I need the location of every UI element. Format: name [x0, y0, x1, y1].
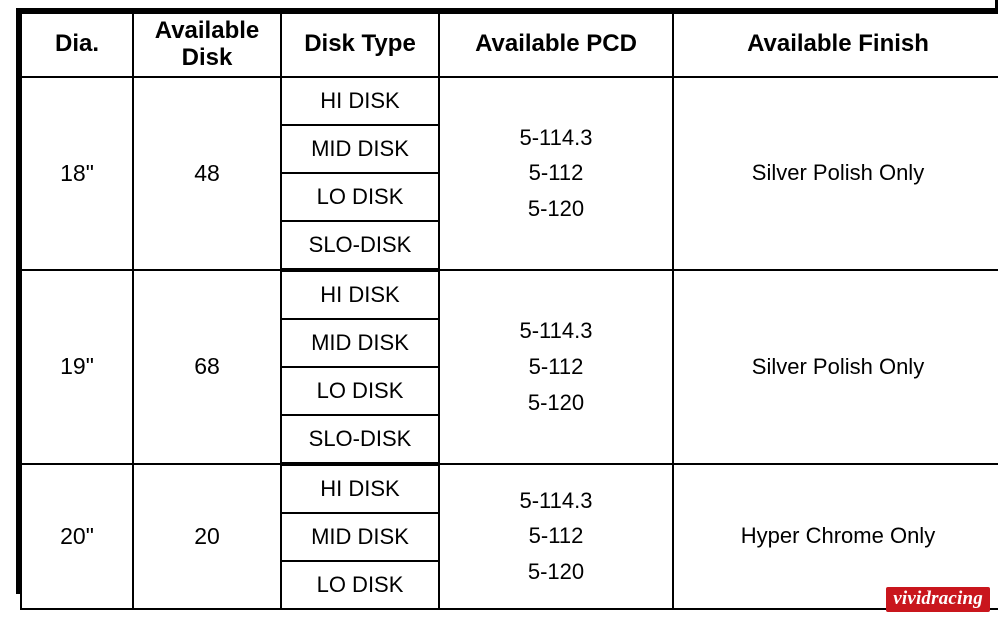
column-header-available-disk: Available Disk — [133, 13, 281, 77]
cell-disk-type: HI DISK — [281, 464, 439, 513]
cell-disk-type: MID DISK — [281, 513, 439, 561]
pcd-value: 5-120 — [527, 559, 585, 585]
pcd-value: 5-114.3 — [519, 124, 593, 150]
cell-diameter: 19" — [21, 270, 133, 464]
pcd-list — [444, 483, 668, 590]
pcd-list — [444, 313, 668, 420]
table-header-row — [21, 13, 998, 77]
cell-available-finish: Silver Polish Only — [673, 270, 998, 464]
pcd-value: 5-112 — [528, 523, 584, 549]
pcd-value: 5-120 — [527, 196, 585, 222]
cell-available-pcd — [439, 464, 673, 609]
column-header-disk-type: Disk Type — [281, 13, 439, 77]
cell-disk-type: HI DISK — [281, 77, 439, 125]
cell-disk-type: LO DISK — [281, 561, 439, 609]
cell-disk-type: LO DISK — [281, 367, 439, 415]
pcd-value: 5-120 — [527, 389, 585, 415]
wheel-spec-table — [20, 12, 998, 610]
column-header-available-finish: Available Finish — [673, 13, 998, 77]
cell-disk-type: SLO-DISK — [281, 415, 439, 464]
cell-disk-type: MID DISK — [281, 125, 439, 173]
cell-diameter: 20" — [21, 464, 133, 609]
pcd-value: 5-114.3 — [519, 487, 593, 513]
cell-disk-type: MID DISK — [281, 319, 439, 367]
cell-disk-type: LO DISK — [281, 173, 439, 221]
pcd-value: 5-114.3 — [519, 318, 593, 344]
cell-available-pcd — [439, 270, 673, 464]
table-row — [21, 270, 998, 319]
pcd-list — [444, 120, 668, 227]
pcd-value: 5-112 — [528, 353, 584, 379]
cell-disk-type: SLO-DISK — [281, 221, 439, 270]
cell-available-disk: 48 — [133, 77, 281, 270]
wheel-spec-table-container — [16, 8, 998, 597]
cell-available-finish: Hyper Chrome Only — [673, 464, 998, 609]
cell-available-finish: Silver Polish Only — [673, 77, 998, 270]
table-row — [21, 464, 998, 513]
cell-available-pcd — [439, 77, 673, 270]
column-header-dia: Dia. — [21, 13, 133, 77]
cell-disk-type: HI DISK — [281, 270, 439, 319]
watermark-logo: vividracing — [886, 587, 990, 612]
table-header — [21, 13, 998, 77]
pcd-value: 5-112 — [528, 160, 584, 186]
column-header-available-pcd: Available PCD — [439, 13, 673, 77]
cell-diameter: 18" — [21, 77, 133, 270]
cell-available-disk: 20 — [133, 464, 281, 609]
cell-available-disk: 68 — [133, 270, 281, 464]
table-row — [21, 77, 998, 125]
table-body — [21, 77, 998, 609]
